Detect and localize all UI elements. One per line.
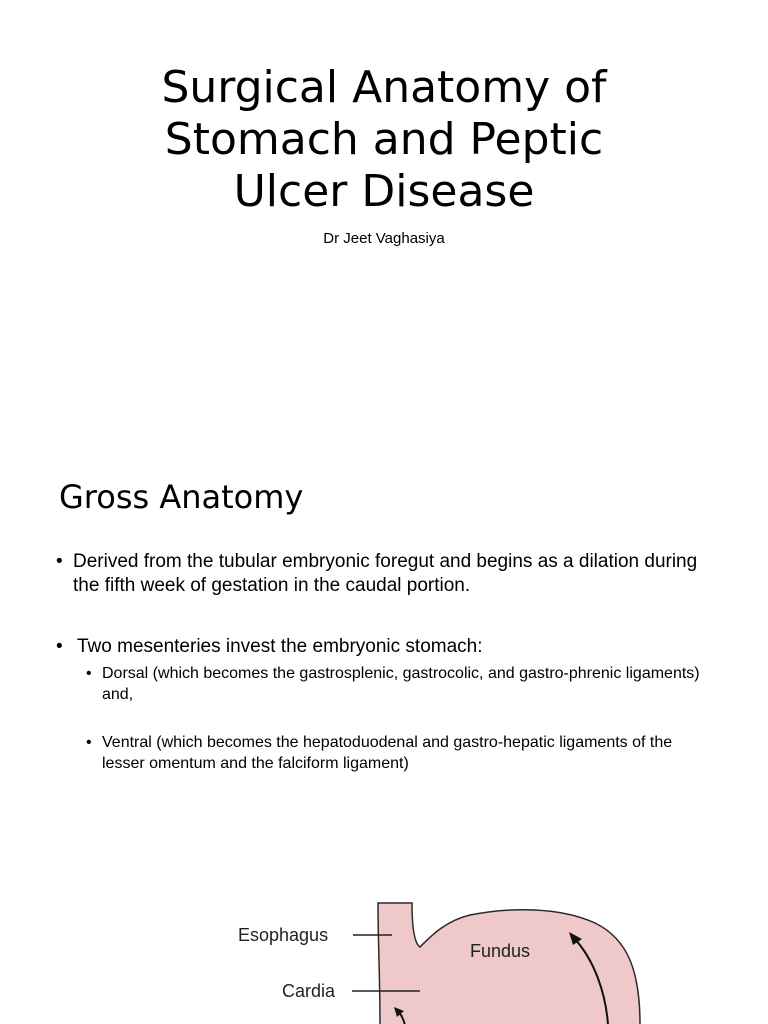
title-line: Surgical Anatomy of bbox=[161, 62, 607, 113]
esophagus-label: Esophagus bbox=[238, 925, 329, 945]
fundus-label: Fundus bbox=[470, 941, 531, 961]
title-line: Ulcer Disease bbox=[233, 166, 535, 217]
bullet-dot: • bbox=[86, 734, 92, 751]
title-line: Stomach and Peptic bbox=[164, 114, 604, 165]
sub-bullet-text: Ventral (which becomes the hepatoduodenal and gastro-hepatic ligaments of the lesser omentum and the falciform ligament) bbox=[102, 734, 673, 772]
author-name: Dr Jeet Vaghasiya bbox=[323, 230, 445, 247]
bullet-text: Derived from the tubular embryonic foregut and begins as a dilation during the fifth week of gestation in the caudal portion. bbox=[73, 551, 698, 596]
bullet-item bbox=[56, 550, 716, 598]
slide-title bbox=[0, 62, 768, 218]
bullet-dot: • bbox=[86, 665, 92, 682]
slide-heading: Gross Anatomy bbox=[59, 478, 304, 516]
cardia-label: Cardia bbox=[282, 981, 336, 1001]
gross-anatomy-slide bbox=[0, 430, 768, 1024]
stomach-diagram bbox=[0, 885, 768, 1024]
title-slide bbox=[0, 0, 768, 430]
sub-bullet-item bbox=[56, 732, 716, 774]
bullet-dot: • bbox=[56, 636, 63, 657]
sub-bullet-text: Dorsal (which becomes the gastrosplenic, gastrocolic, and gastro-phrenic ligaments) and, bbox=[102, 665, 700, 703]
bullet-dot: • bbox=[56, 551, 63, 572]
sub-bullet-item bbox=[56, 663, 716, 705]
stomach-illustration bbox=[378, 903, 640, 1024]
bullet-text: Two mesenteries invest the embryonic stomach: bbox=[77, 636, 483, 657]
bullet-item bbox=[56, 635, 716, 659]
bullet-list bbox=[56, 550, 716, 774]
